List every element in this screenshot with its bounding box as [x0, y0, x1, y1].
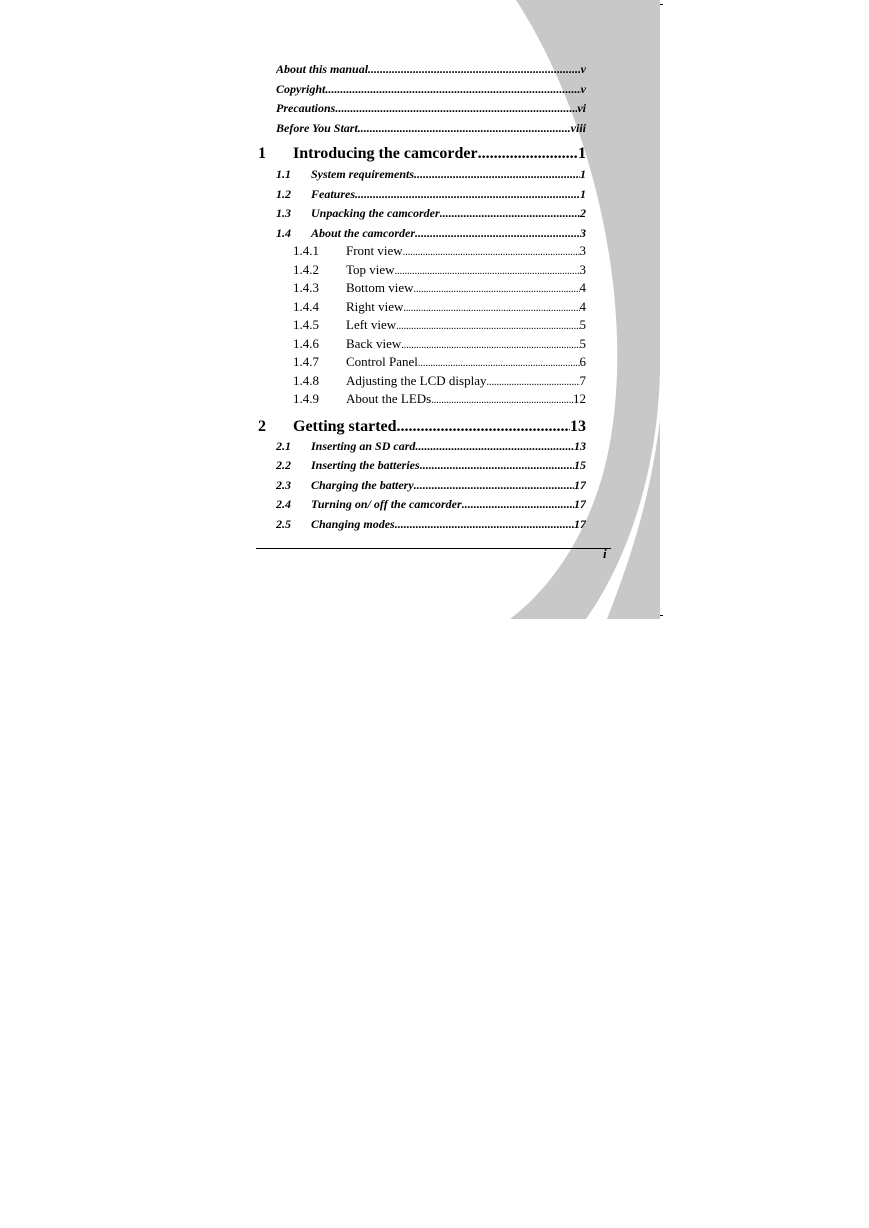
toc-entry-title: About the camcorder: [311, 226, 415, 240]
toc-leader-dots: [395, 266, 580, 277]
toc-leader-dots: [335, 101, 577, 116]
toc-entry[interactable]: [258, 145, 586, 163]
toc-entry-title: Right view: [346, 299, 404, 314]
toc-entry-title: Left view: [346, 317, 397, 332]
toc-entry-number: 1.2: [276, 187, 291, 201]
toc-entry-number: 1.4.5: [293, 317, 319, 332]
toc-entry-number: 1.4.8: [293, 373, 319, 388]
toc-entry-title: Precautions: [276, 101, 336, 115]
toc-entry[interactable]: [276, 82, 586, 97]
toc-entry-title: Adjusting the LCD display: [346, 373, 487, 388]
toc-entry-title: Before You Start: [276, 121, 358, 135]
toc-entry-title: Charging the battery: [311, 478, 414, 492]
toc-entry[interactable]: [258, 418, 586, 436]
toc-entry-number: 1.4.4: [293, 299, 319, 314]
toc-entry-title: Turning on/ off the camcorder: [311, 497, 462, 511]
toc-leader-dots: [415, 226, 580, 241]
toc-entry[interactable]: [293, 354, 586, 370]
toc-entry[interactable]: [293, 336, 586, 352]
toc-entry-page: 4: [579, 280, 586, 295]
toc-entry-title: Getting started: [293, 418, 397, 435]
toc-entry-number: 1.4.7: [293, 354, 319, 369]
toc-entry-title: System requirements: [311, 167, 415, 181]
toc-entry[interactable]: [293, 373, 586, 389]
toc-leader-dots: [397, 418, 570, 436]
toc-entry-number: 2.5: [276, 517, 291, 531]
toc-entry[interactable]: [276, 478, 586, 493]
toc-leader-dots: [420, 458, 574, 473]
toc-entry-title: Unpacking the camcorder: [311, 206, 440, 220]
toc-entry-title: Introducing the camcorder: [293, 145, 478, 162]
toc-entry[interactable]: [293, 391, 586, 407]
toc-entry[interactable]: [276, 121, 586, 136]
toc-entry-number: 1.4.1: [293, 243, 319, 258]
toc-entry-page: v: [580, 62, 586, 76]
toc-entry[interactable]: [293, 280, 586, 296]
toc-entry-title: Front view: [346, 243, 403, 258]
toc-entry[interactable]: [293, 317, 586, 333]
toc-leader-dots: [440, 206, 580, 221]
toc-leader-dots: [403, 247, 580, 258]
toc-entry[interactable]: [293, 243, 586, 259]
toc-entry-number: 1.4.2: [293, 262, 319, 277]
toc-leader-dots: [486, 377, 579, 388]
toc-entry[interactable]: [276, 517, 586, 532]
toc-entry[interactable]: [293, 262, 586, 278]
toc-entry-title: Copyright: [276, 82, 326, 96]
toc-entry-page: 1: [578, 145, 586, 162]
toc-entry-page: 17: [574, 497, 586, 511]
toc-entry[interactable]: [293, 299, 586, 315]
toc-entry-page: 17: [574, 517, 586, 531]
toc-entry-page: 5: [579, 317, 586, 332]
toc-entry-number: 1.4.6: [293, 336, 319, 351]
toc-entry-number: 2.3: [276, 478, 291, 492]
crop-mark-top: [660, 4, 663, 5]
toc-entry[interactable]: [276, 458, 586, 473]
toc-leader-dots: [415, 439, 574, 454]
toc-entry-page: 6: [579, 354, 586, 369]
toc-entry-title: Top view: [346, 262, 395, 277]
toc-leader-dots: [478, 145, 578, 163]
toc-entry-title: About the LEDs: [346, 391, 432, 406]
toc-entry-number: 2.1: [276, 439, 291, 453]
toc-entry-page: 3: [579, 243, 586, 258]
toc-entry-page: v: [580, 82, 586, 96]
toc-entry-page: 13: [570, 418, 586, 435]
toc-entry-title: About this manual: [276, 62, 369, 76]
toc-entry[interactable]: [276, 62, 586, 77]
toc-entry-page: 4: [579, 299, 586, 314]
crop-mark-bottom: [660, 615, 663, 616]
toc-entry-page: 17: [574, 478, 586, 492]
toc-leader-dots: [395, 517, 574, 532]
toc-leader-dots: [462, 497, 574, 512]
toc-entry-number: 1.4.3: [293, 280, 319, 295]
toc-entry[interactable]: [276, 206, 586, 221]
toc-entry-page: 13: [574, 439, 586, 453]
toc-entry-title: Bottom view: [346, 280, 414, 295]
toc-entry-page: 15: [574, 458, 586, 472]
toc-entry-number: 2.4: [276, 497, 291, 511]
toc-entry-title: Inserting the batteries: [311, 458, 420, 472]
toc-leader-dots: [431, 395, 573, 406]
toc-leader-dots: [325, 82, 580, 97]
toc-leader-dots: [418, 358, 580, 369]
toc-entry[interactable]: [276, 497, 586, 512]
toc-leader-dots: [414, 478, 574, 493]
toc-leader-dots: [368, 62, 581, 77]
toc-entry-number: 1.4: [276, 226, 291, 240]
toc-entry-title: Features: [311, 187, 356, 201]
toc-entry[interactable]: [276, 167, 586, 182]
toc-entry-title: Inserting an SD card: [311, 439, 416, 453]
toc-leader-dots: [401, 340, 579, 351]
toc-leader-dots: [355, 187, 580, 202]
toc-entry-number: 1: [258, 145, 266, 162]
footer-rule: [256, 548, 611, 549]
toc-entry-number: 1.1: [276, 167, 291, 181]
toc-entry-page: viii: [570, 121, 586, 135]
toc-entry-title: Back view: [346, 336, 402, 351]
toc-entry-number: 1.3: [276, 206, 291, 220]
toc-entry-page: vi: [577, 101, 586, 115]
toc-entry[interactable]: [276, 226, 586, 241]
toc-leader-dots: [396, 321, 579, 332]
toc-entry-page: 1: [580, 167, 586, 181]
toc-entry-page: 3: [580, 226, 586, 240]
toc-entry[interactable]: [276, 439, 586, 454]
toc-entry-page: 3: [579, 262, 586, 277]
toc-entry[interactable]: [276, 187, 586, 202]
toc-entry-page: 2: [580, 206, 586, 220]
toc-entry-page: 5: [579, 336, 586, 351]
toc-entry-title: Changing modes: [311, 517, 395, 531]
toc-leader-dots: [358, 121, 571, 136]
toc-leader-dots: [403, 303, 579, 314]
page-number: i: [603, 546, 607, 561]
toc-leader-dots: [414, 284, 580, 295]
toc-entry-number: 2: [258, 418, 266, 435]
toc-entry-page: 1: [580, 187, 586, 201]
toc-entry-title: Control Panel: [346, 354, 418, 369]
toc-leader-dots: [414, 167, 580, 182]
toc-entry[interactable]: [276, 101, 586, 116]
toc-entry-page: 7: [579, 373, 586, 388]
toc-entry-number: 1.4.9: [293, 391, 319, 406]
toc-entry-number: 2.2: [276, 458, 291, 472]
toc-entry-page: 12: [573, 391, 586, 406]
